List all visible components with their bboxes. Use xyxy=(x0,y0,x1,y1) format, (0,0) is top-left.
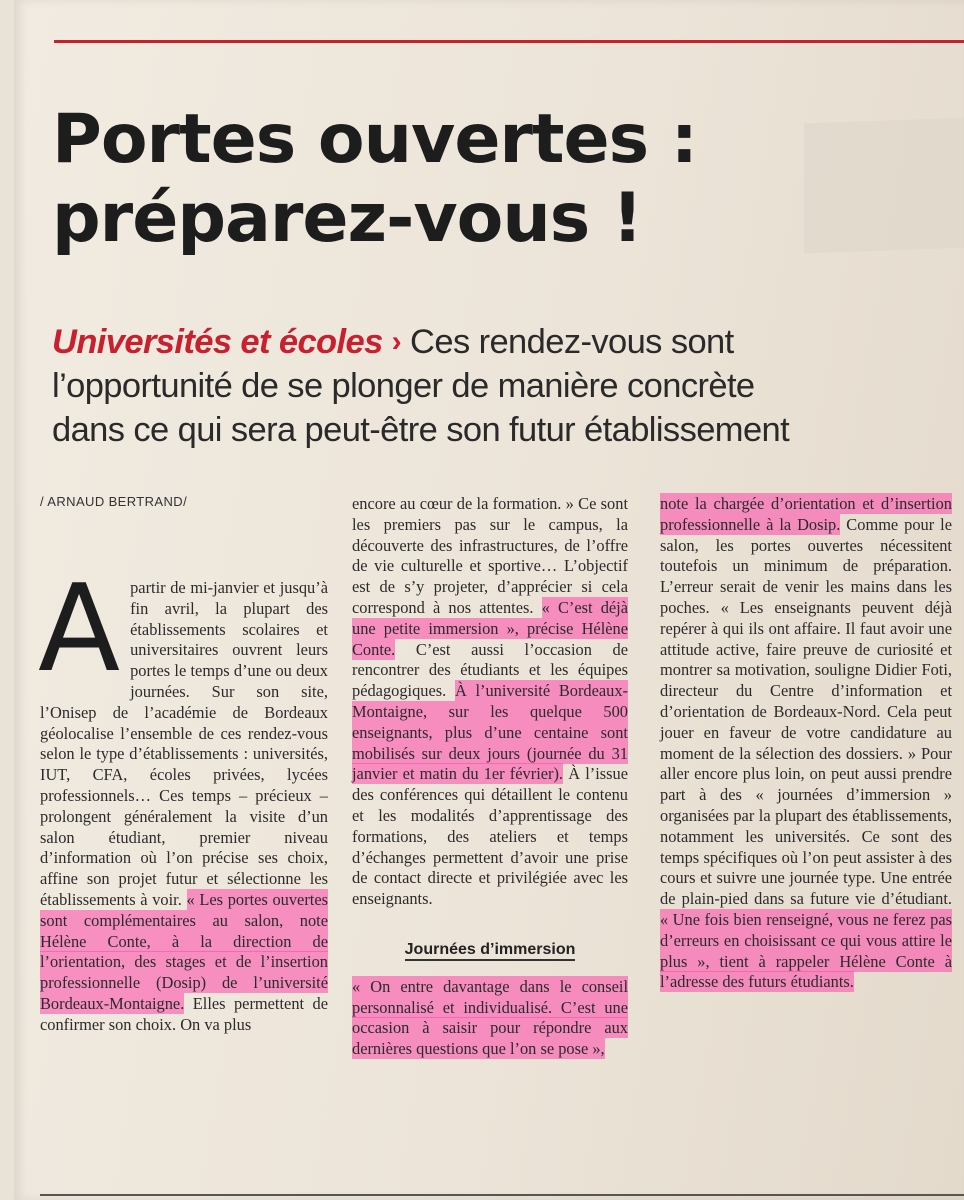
column-3 xyxy=(660,494,952,993)
column-2-text-c: C’est aussi l’occasion de rencontrer des étudiants et les équipes pédagogiques. xyxy=(352,639,628,701)
deck-kicker: Universités et écoles xyxy=(52,323,383,361)
column-2 xyxy=(352,494,628,1060)
headline-line-2: préparez-vous ! xyxy=(52,179,642,258)
highlighted-passage: note la chargée d’orientation et d’insertion professionnelle à la Dosip. xyxy=(660,494,952,534)
column-3-text-b: Comme pour le salon, les portes ouvertes nécessitent toutefois un minimum de préparation. L’erreur serait de venir les mains dans les poches. « Les enseignants peuvent déjà repérer à qui ils ont affaire. Il faut avoir une attitude active, faire preuve de curiosité et montrer sa motivation, souligne Didier Foti, directeur du Centre d’information et d’orientation de Bordeaux-Nord. Cela peut jouer en faveur de votre candidature au moment de la sélection des dossiers. » Pour aller encore plus loin, on peut aussi prendre part à des « journées d’immersion » organisées par la plupart des établissements, notamment les universités. Ce sont des temps spécifiques où l’on peut assister à des cours et suivre une journée type. Une entrée de plain-pied dans sa future vie d’étudiant. xyxy=(660,514,952,909)
highlighted-quote: « C’est déjà une petite immersion », précise Hélène Conte. xyxy=(352,597,628,659)
deck-line-1 xyxy=(52,320,952,364)
section-subheading xyxy=(352,940,628,961)
author-byline: / ARNAUD BERTRAND/ xyxy=(40,494,188,509)
top-red-rule xyxy=(54,40,964,43)
highlighted-quote: « Une fois bien renseigné, vous ne ferez pas d’erreurs en choisissant ce qui vous attire le plus », tient à rappeler Hélène Conte à l’adresse des futurs étudiants. xyxy=(660,909,952,992)
column-1-tail: Elles permettent de confirmer son choix. On va plus xyxy=(40,993,328,1034)
highlighted-passage: À l’université Bordeaux-Montaigne, sur les quelque 500 enseignants, plus d’une centaine sont mobilisés sur deux jours (journée du 31 janvier et matin du 1er février). xyxy=(352,681,629,784)
headline-line-1: Portes ouvertes : xyxy=(52,100,697,179)
highlighted-quote: « On entre davantage dans le conseil personnalisé et individualisé. C’est une occasion à saisir pour répondre aux dernières questions que l’on se pose », xyxy=(352,976,628,1059)
article-headline xyxy=(52,100,952,258)
column-2-text-a: encore au cœur de la formation. » Ce sont les premiers pas sur le campus, la découverte des infrastructures, de l’offre de vie culturelle et sportive… L’objectif est de s’y projeter, d’apprécier si cela correspond à nos attentes. xyxy=(352,494,628,617)
column-1-intro: partir de mi-janvier et jusqu’à fin avril, la plupart des établissements scolaires et universitaires ouvrent leurs portes le temps d’une ou deux journées. Sur son site, l’Onisep de l’académie de Bordeaux géolocalise l’ensemble de ces rendez-vous selon le type d’établissements : universités, IUT, CFA, écoles privées, lycées professionnels… Ces temps – précieux – prolongent généralement la visite d’un salon étudiant, premier niveau d’information où l’on précise ses choix, affine son projet futur et sélectionne les établissements à voir. xyxy=(40,578,328,909)
bottom-rule xyxy=(40,1194,964,1196)
chevron-right-icon: › xyxy=(391,325,402,358)
column-2-paragraph-1 xyxy=(352,494,628,910)
highlighted-quote: « Les portes ouvertes sont complémentaires au salon, note Hélène Conte, à la direction de l’orientation, des stages et de l’insertion professionnelle (Dosip) de l’université Bordeaux-Montaigne. xyxy=(40,889,328,1013)
deck-line-3: dans ce qui sera peut-être son futur établissement xyxy=(52,411,790,449)
deck-line-2: l’opportunité de se plonger de manière concrète xyxy=(52,367,755,405)
column-1-paragraph xyxy=(38,560,328,1036)
column-2-text-e: À l’issue des conférences qui détaillent le contenu et les modalités d’apprentissage des formations, des ateliers et temps d’échanges permettent d’avoir une prise de contact directe et privilégiée avec les enseignants. xyxy=(352,764,629,909)
column-2-paragraph-2 xyxy=(352,977,628,1060)
subheading-text: Journées d’immersion xyxy=(405,941,576,961)
article-deck xyxy=(52,320,952,452)
column-1 xyxy=(38,560,328,1036)
deck-text-1: Ces rendez-vous sont xyxy=(401,323,734,361)
drop-cap: A xyxy=(38,560,121,699)
column-3-paragraph xyxy=(660,494,952,993)
